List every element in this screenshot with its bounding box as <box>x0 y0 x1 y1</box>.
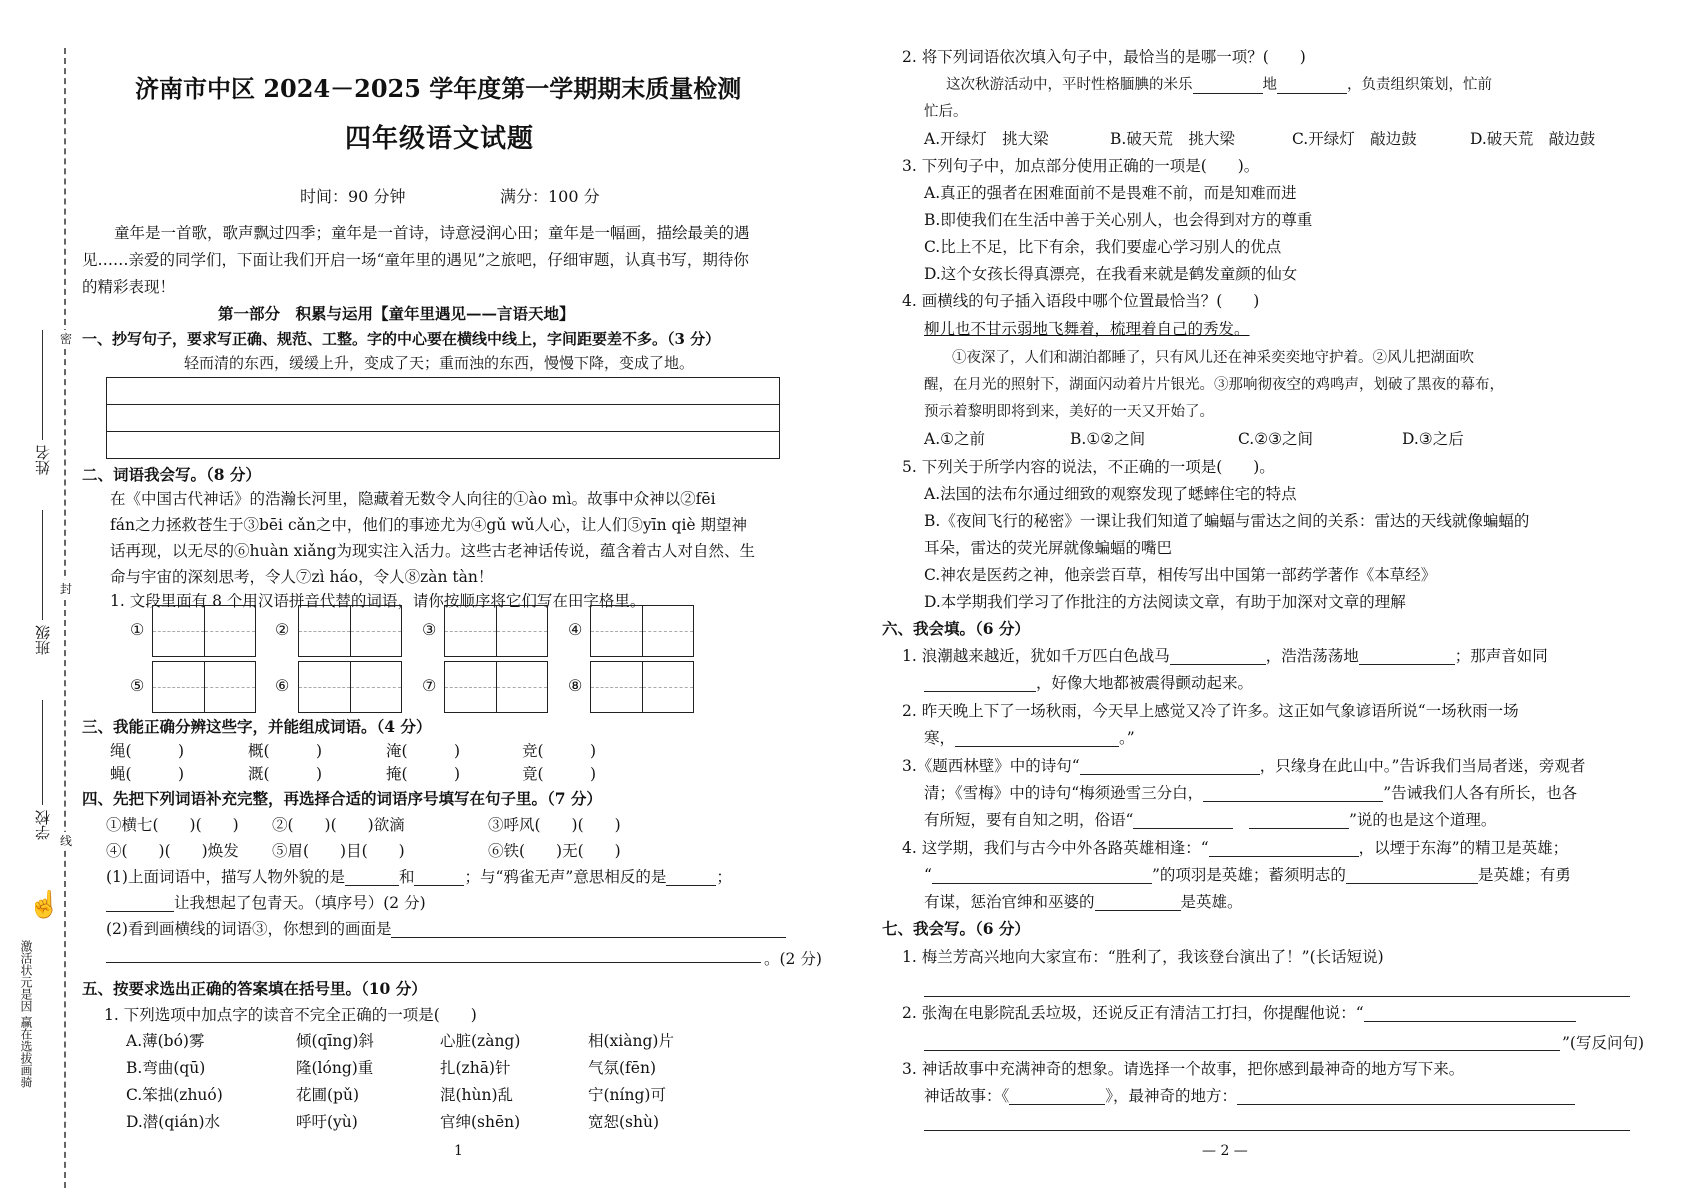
q6-text: ，好像大地都被震得颤动起来。 <box>1036 674 1254 692</box>
q7-2-hint: ”(写反问句) <box>1562 1034 1645 1052</box>
q5-4-option: D.③之后 <box>1402 430 1464 448</box>
q5-2-sentence <box>946 76 1492 94</box>
q5-5-option: A.法国的法布尔通过细致的观察发现了蟋蟀住宅的特点 <box>924 485 1297 503</box>
q3-item: 掩( ) <box>386 765 461 783</box>
q7-1: 1. 梅兰芳高兴地向大家宣布：“胜利了，我该登台演出了！”(长话短说) <box>902 948 1384 966</box>
answer-blank[interactable] <box>924 675 1036 692</box>
q5-3-option: C.比上不足，比下有余，我们要虚心学习别人的优点 <box>924 238 1282 256</box>
q6-text: 有谋，惩治官绅和巫婆的 <box>924 893 1095 911</box>
q6-2-cont <box>924 729 1135 747</box>
q5-4-option: C.②③之间 <box>1238 430 1314 448</box>
q6-text: ，浩浩荡荡地 <box>1265 647 1359 665</box>
q4-sub2-score: 。(2 分) <box>764 950 822 968</box>
grid-number: ③ <box>422 620 437 639</box>
q6-text: ”告诫我们人各有所长，也各 <box>1383 784 1578 802</box>
answer-blank[interactable] <box>955 730 1119 747</box>
q5-5-option: C.神农是医药之神，他亲尝百草，相传写出中国第一部药学著作《本草经》 <box>924 566 1437 584</box>
q6-text: 。” <box>1119 729 1135 747</box>
q5-1-option: 花圃(pǔ) <box>296 1086 359 1104</box>
q4-sub1-text: ； <box>716 868 732 886</box>
q6-text: “ <box>924 866 932 884</box>
side-note: 激活状元是因 赢在选拔画骑 <box>19 940 33 1088</box>
q5-4-paragraph-line: ①夜深了，人们和湖泊都睡了，只有风儿还在神采奕奕地守护着。②风儿把湖面吹 <box>952 350 1474 366</box>
q4-sub1-text: 让我想起了包青天。（填序号）(2 分) <box>174 894 426 912</box>
q6-3-cont <box>924 784 1577 802</box>
answer-blank[interactable] <box>391 921 786 938</box>
q2-paragraph-line: fán之力拯救苍生于③bēi cǎn之中，他们的事迹尤为④gǔ wǔ人心，让人们⑤yīn qiè 期望神 <box>110 516 748 534</box>
q5-2-option: A.开绿灯 挑大梁 <box>924 130 1049 148</box>
tianzige-grid[interactable] <box>152 605 256 657</box>
q6-text: 3.《题西林壁》中的诗句“ <box>902 757 1080 775</box>
q3-heading: 三、我能正确分辨这些字，并能组成词语。（4 分） <box>82 717 432 736</box>
q5-1-question: 1. 下列选项中加点字的读音不完全正确的一项是( ) <box>104 1006 477 1024</box>
q3-item: 淹( ) <box>386 742 461 760</box>
q5-4-option: B.①②之间 <box>1070 430 1146 448</box>
q5-1-option: 宁(níng)可 <box>588 1086 666 1104</box>
answer-blank[interactable] <box>1133 812 1233 829</box>
part-heading: 第一部分 积累与运用【童年里遇见——言语天地】 <box>218 304 575 323</box>
tianzige-grid[interactable] <box>152 661 256 713</box>
q6-heading: 六、我会填。（6 分） <box>882 619 1030 638</box>
q4-sub1-text: (1)上面词语中，描写人物外貌的是 <box>106 868 345 886</box>
q6-text: 清；《雪梅》中的诗句“梅须逊雪三分白， <box>924 784 1204 802</box>
q5-5-question: 5. 下列关于所学内容的说法，不正确的一项是( )。 <box>902 458 1275 476</box>
q3-item: 竟( ) <box>522 765 597 783</box>
tianzige-grid[interactable] <box>298 661 402 713</box>
q6-3-cont2 <box>924 811 1496 829</box>
q5-heading: 五、按要求选出正确的答案填在括号里。（10 分） <box>82 979 427 998</box>
q5-1-option: 气氛(fēn) <box>588 1059 656 1077</box>
q6-text: ，以堙于东海”的精卫是英雄； <box>1358 839 1569 857</box>
q5-1-option: 心脏(zàng) <box>440 1032 521 1050</box>
q2-sub-question: 1. 文段里面有 8 个用汉语拼音代替的词语，请你按顺序将它们写在田字格里。 <box>110 592 646 610</box>
q5-2-text: 地 <box>1262 77 1277 93</box>
answer-line[interactable] <box>924 996 1630 997</box>
q1-heading: 一、抄写句子，要求写正确、规范、工整。字的中心要在横线中线上，字间距要差不多。（3 分） <box>82 330 721 348</box>
seal-mark: 密 <box>60 332 73 346</box>
answer-blank[interactable] <box>106 895 174 912</box>
q5-3-option: D.这个女孩长得真漂亮，在我看来就是鹤发童颜的仙女 <box>924 265 1298 283</box>
q5-2-question: 2. 将下列词语依次填入句子中，最恰当的是哪一项？( ) <box>902 48 1306 66</box>
q7-text: 2. 张淘在电影院乱丢垃圾，还说反正有清洁工打扫，你提醒他说：“ <box>902 1004 1364 1022</box>
answer-line[interactable] <box>924 1130 1630 1131</box>
q5-1-option: 官绅(shēn) <box>440 1113 521 1131</box>
q5-2-sentence-cont: 忙后。 <box>924 104 968 120</box>
grid-number: ④ <box>568 620 583 639</box>
answer-blank[interactable] <box>1095 894 1181 911</box>
name-line <box>42 330 43 440</box>
q5-4-question: 4. 画横线的句子插入语段中哪个位置最恰当？( ) <box>902 292 1260 310</box>
q5-1-option: 隆(lóng)重 <box>296 1059 374 1077</box>
q6-4-cont2 <box>924 893 1243 911</box>
q5-2-option: B.破天荒 挑大梁 <box>1110 130 1235 148</box>
q4-idiom: ⑤眉( )目( ) <box>272 842 405 860</box>
q7-heading: 七、我会写。（6 分） <box>882 919 1030 938</box>
q5-2-option: C.开绿灯 敲边鼓 <box>1292 130 1417 148</box>
intro-line: 的精彩表现！ <box>82 278 176 296</box>
q7-text: 》，最神奇的地方： <box>1105 1087 1238 1105</box>
page-number: — 2 — <box>1202 1143 1248 1159</box>
q7-3-fill <box>924 1087 1575 1105</box>
q4-idiom: ①横七( )( ) <box>106 816 239 834</box>
q4-idiom: ⑥铁( )无( ) <box>488 842 621 860</box>
q6-text: ，只缘身在此山中。”告诉我们当局者迷，旁观者 <box>1259 757 1586 775</box>
q6-text: ”的项羽是英雄；蓄须明志的 <box>1151 866 1346 884</box>
q5-3-option: A.真正的强者在困难面前不是畏难不前，而是知难而进 <box>924 184 1297 202</box>
q5-1-option: A.薄(bó)雾 <box>126 1032 205 1050</box>
q3-item: 竞( ) <box>522 742 597 760</box>
q4-idiom: ③呼风( )( ) <box>488 816 621 834</box>
copy-writing-lines[interactable] <box>106 377 780 459</box>
q5-1-option: 扎(zhā)针 <box>440 1059 511 1077</box>
answer-line[interactable] <box>106 962 761 963</box>
q4-sub1-cont <box>106 894 426 912</box>
grid-number: ② <box>275 620 290 639</box>
q7-text: 神话故事：《 <box>924 1087 1010 1105</box>
q5-1-option: C.笨拙(zhuó) <box>126 1086 223 1104</box>
name-label: 姓名 <box>34 445 52 475</box>
tianzige-grid[interactable] <box>590 661 694 713</box>
q2-paragraph-line: 话再现，以无尽的⑥huàn xiǎng为现实注入活力。这些古老神话传说，蕴含着古人对自然、生 <box>110 542 755 560</box>
tianzige-grid[interactable] <box>444 661 548 713</box>
q4-sub1-text: ；与“鸦雀无声”意思相反的是 <box>464 868 667 886</box>
q6-1 <box>902 647 1548 665</box>
q5-1-option: B.弯曲(qū) <box>126 1059 206 1077</box>
q4-idiom: ②( )( )欲滴 <box>272 816 405 834</box>
q6-text: 寒， <box>924 729 956 747</box>
q4-sub2-text: (2)看到画横线的词语③，你想到的画面是 <box>106 920 392 938</box>
answer-blank[interactable] <box>1209 840 1359 857</box>
q2-heading: 二、词语我会写。（8 分） <box>82 465 261 484</box>
q5-3-option: B.即使我们在生活中善于关心别人，也会得到对方的尊重 <box>924 211 1313 229</box>
answer-blank[interactable] <box>1364 1005 1576 1022</box>
q6-2: 2. 昨天晚上下了一场秋雨，今天早上感觉又冷了许多。这正如气象谚语所说“一场秋雨一场 <box>902 702 1519 720</box>
q5-2-text: ，负责组织策划，忙前 <box>1347 77 1492 93</box>
answer-blank[interactable] <box>1359 648 1455 665</box>
answer-blank[interactable] <box>1237 1088 1575 1105</box>
q5-5-option: B.《夜间飞行的秘密》一课让我们知道了蝙蝠与雷达之间的关系：雷达的天线就像蝙蝠的 <box>924 512 1530 530</box>
exam-score: 满分：100 分 <box>500 187 600 206</box>
q5-5-option-cont: 耳朵，雷达的荧光屏就像蝙蝠的嘴巴 <box>924 539 1173 557</box>
answer-blank[interactable] <box>1170 648 1266 665</box>
q6-1-cont <box>924 674 1253 692</box>
pointing-hand-icon: ☝ <box>28 890 61 920</box>
q5-4-underlined-sentence: 柳儿也不甘示弱地飞舞着，梳理着自己的秀发。 <box>924 320 1250 338</box>
q4-sub2 <box>106 920 786 938</box>
tianzige-grid[interactable] <box>444 605 548 657</box>
q6-text: ；那声音如同 <box>1454 647 1548 665</box>
tianzige-grid[interactable] <box>590 605 694 657</box>
exam-time: 时间：90 分钟 <box>300 187 406 206</box>
q6-text: 是英雄；有勇 <box>1477 866 1571 884</box>
answer-blank[interactable] <box>414 869 464 886</box>
q5-1-option: 呼吁(yù) <box>296 1113 358 1131</box>
answer-blank[interactable] <box>1346 867 1478 884</box>
school-line <box>42 700 43 805</box>
q5-4-paragraph-line: 预示着黎明即将到来，美好的一天又开始了。 <box>924 404 1214 420</box>
q5-1-option: 混(hùn)乱 <box>440 1086 514 1104</box>
q4-sub1 <box>106 868 732 886</box>
q2-paragraph-line: 命与宇宙的深刻思考，令人⑦zì háo，令人⑧zàn tàn！ <box>110 568 494 586</box>
q5-1-option: 相(xiàng)片 <box>588 1032 674 1050</box>
q6-text: ”说的也是这个道理。 <box>1348 811 1497 829</box>
q5-1-option: 倾(qīng)斜 <box>296 1032 374 1050</box>
q5-1-option: 宽恕(shù) <box>588 1113 660 1131</box>
q3-item: 绳( ) <box>110 742 185 760</box>
school-label: 学校 <box>34 810 52 840</box>
answer-blank[interactable] <box>1249 812 1349 829</box>
q6-text: 是英雄。 <box>1180 893 1243 911</box>
q3-item: 概( ) <box>248 742 323 760</box>
q4-heading: 四、先把下列词语补充完整，再选择合适的词语序号填写在句子里。（7 分） <box>82 789 602 808</box>
intro-line: 童年是一首歌，歌声飘过四季；童年是一首诗，诗意浸润心田；童年是一幅画，描绘最美的遇 <box>114 224 750 242</box>
q7-2 <box>902 1004 1576 1022</box>
q5-2-text: 这次秋游活动中，平时性格腼腆的米乐 <box>946 77 1193 93</box>
q6-text: 有所短，要有自知之明，俗语“ <box>924 811 1134 829</box>
answer-blank[interactable] <box>1009 1088 1105 1105</box>
q5-3-question: 3. 下列句子中，加点部分使用正确的一项是( )。 <box>902 157 1260 175</box>
grid-number: ⑧ <box>568 676 583 695</box>
q4-idiom: ④( )( )焕发 <box>106 842 239 860</box>
q2-paragraph-line: 在《中国古代神话》的浩瀚长河里，隐藏着无数令人向往的①ào mì。故事中众神以②fēi <box>110 490 716 508</box>
seal-mark: 封 <box>60 582 73 596</box>
grid-number: ⑦ <box>422 676 437 695</box>
q3-item: 蝇( ) <box>110 765 185 783</box>
page-2 <box>842 0 1684 1191</box>
tianzige-grid[interactable] <box>298 605 402 657</box>
q5-5-option: D.本学期我们学习了作批注的方法阅读文章，有助于加深对文章的理解 <box>924 593 1406 611</box>
intro-line: 见……亲爱的同学们，下面让我们开启一场“童年里的遇见”之旅吧，仔细审题，认真书写，期待你 <box>82 251 749 269</box>
q6-text: 1. 浪潮越来越近，犹如千万匹白色战马 <box>902 647 1170 665</box>
answer-blank[interactable] <box>1203 785 1383 802</box>
grid-number: ① <box>130 620 145 639</box>
seal-mark: 线 <box>60 834 73 848</box>
page-number: 1 <box>454 1143 463 1159</box>
grid-number: ⑥ <box>275 676 290 695</box>
exam-subtitle: 四年级语文试题 <box>345 124 535 154</box>
answer-blank[interactable] <box>1277 77 1347 94</box>
answer-blank[interactable] <box>1080 758 1260 775</box>
answer-blank[interactable] <box>932 867 1152 884</box>
class-label: 班级 <box>34 625 52 655</box>
answer-blank[interactable] <box>666 869 716 886</box>
q5-4-paragraph-line: 醒，在月光的照射下，湖面闪动着片片银光。③那响彻夜空的鸡鸣声，划破了黑夜的幕布， <box>924 377 1504 393</box>
exam-title: 济南市中区 2024－2025 学年度第一学期期末质量检测 <box>135 74 742 103</box>
q5-2-option: D.破天荒 敲边鼓 <box>1470 130 1596 148</box>
q7-3: 3. 神话故事中充满神奇的想象。请选择一个故事，把你感到最神奇的地方写下来。 <box>902 1060 1465 1078</box>
grid-number: ⑤ <box>130 676 145 695</box>
q6-3 <box>902 757 1585 775</box>
answer-blank[interactable] <box>345 869 399 886</box>
q5-4-option: A.①之前 <box>924 430 986 448</box>
q4-sub1-text: 和 <box>398 868 415 886</box>
answer-blank[interactable] <box>1193 77 1263 94</box>
q6-4-cont <box>924 866 1571 884</box>
q6-4 <box>902 839 1568 857</box>
q3-item: 溉( ) <box>248 765 323 783</box>
class-line <box>42 510 43 620</box>
q1-sentence: 轻而清的东西，缓缓上升，变成了天；重而浊的东西，慢慢下降，变成了地。 <box>184 354 695 372</box>
q6-text: 4. 这学期，我们与古今中外各路英雄相逢：“ <box>902 839 1209 857</box>
answer-line[interactable] <box>924 1050 1560 1051</box>
binding-line <box>64 48 66 1188</box>
q5-1-option: D.潜(qián)水 <box>126 1113 220 1131</box>
